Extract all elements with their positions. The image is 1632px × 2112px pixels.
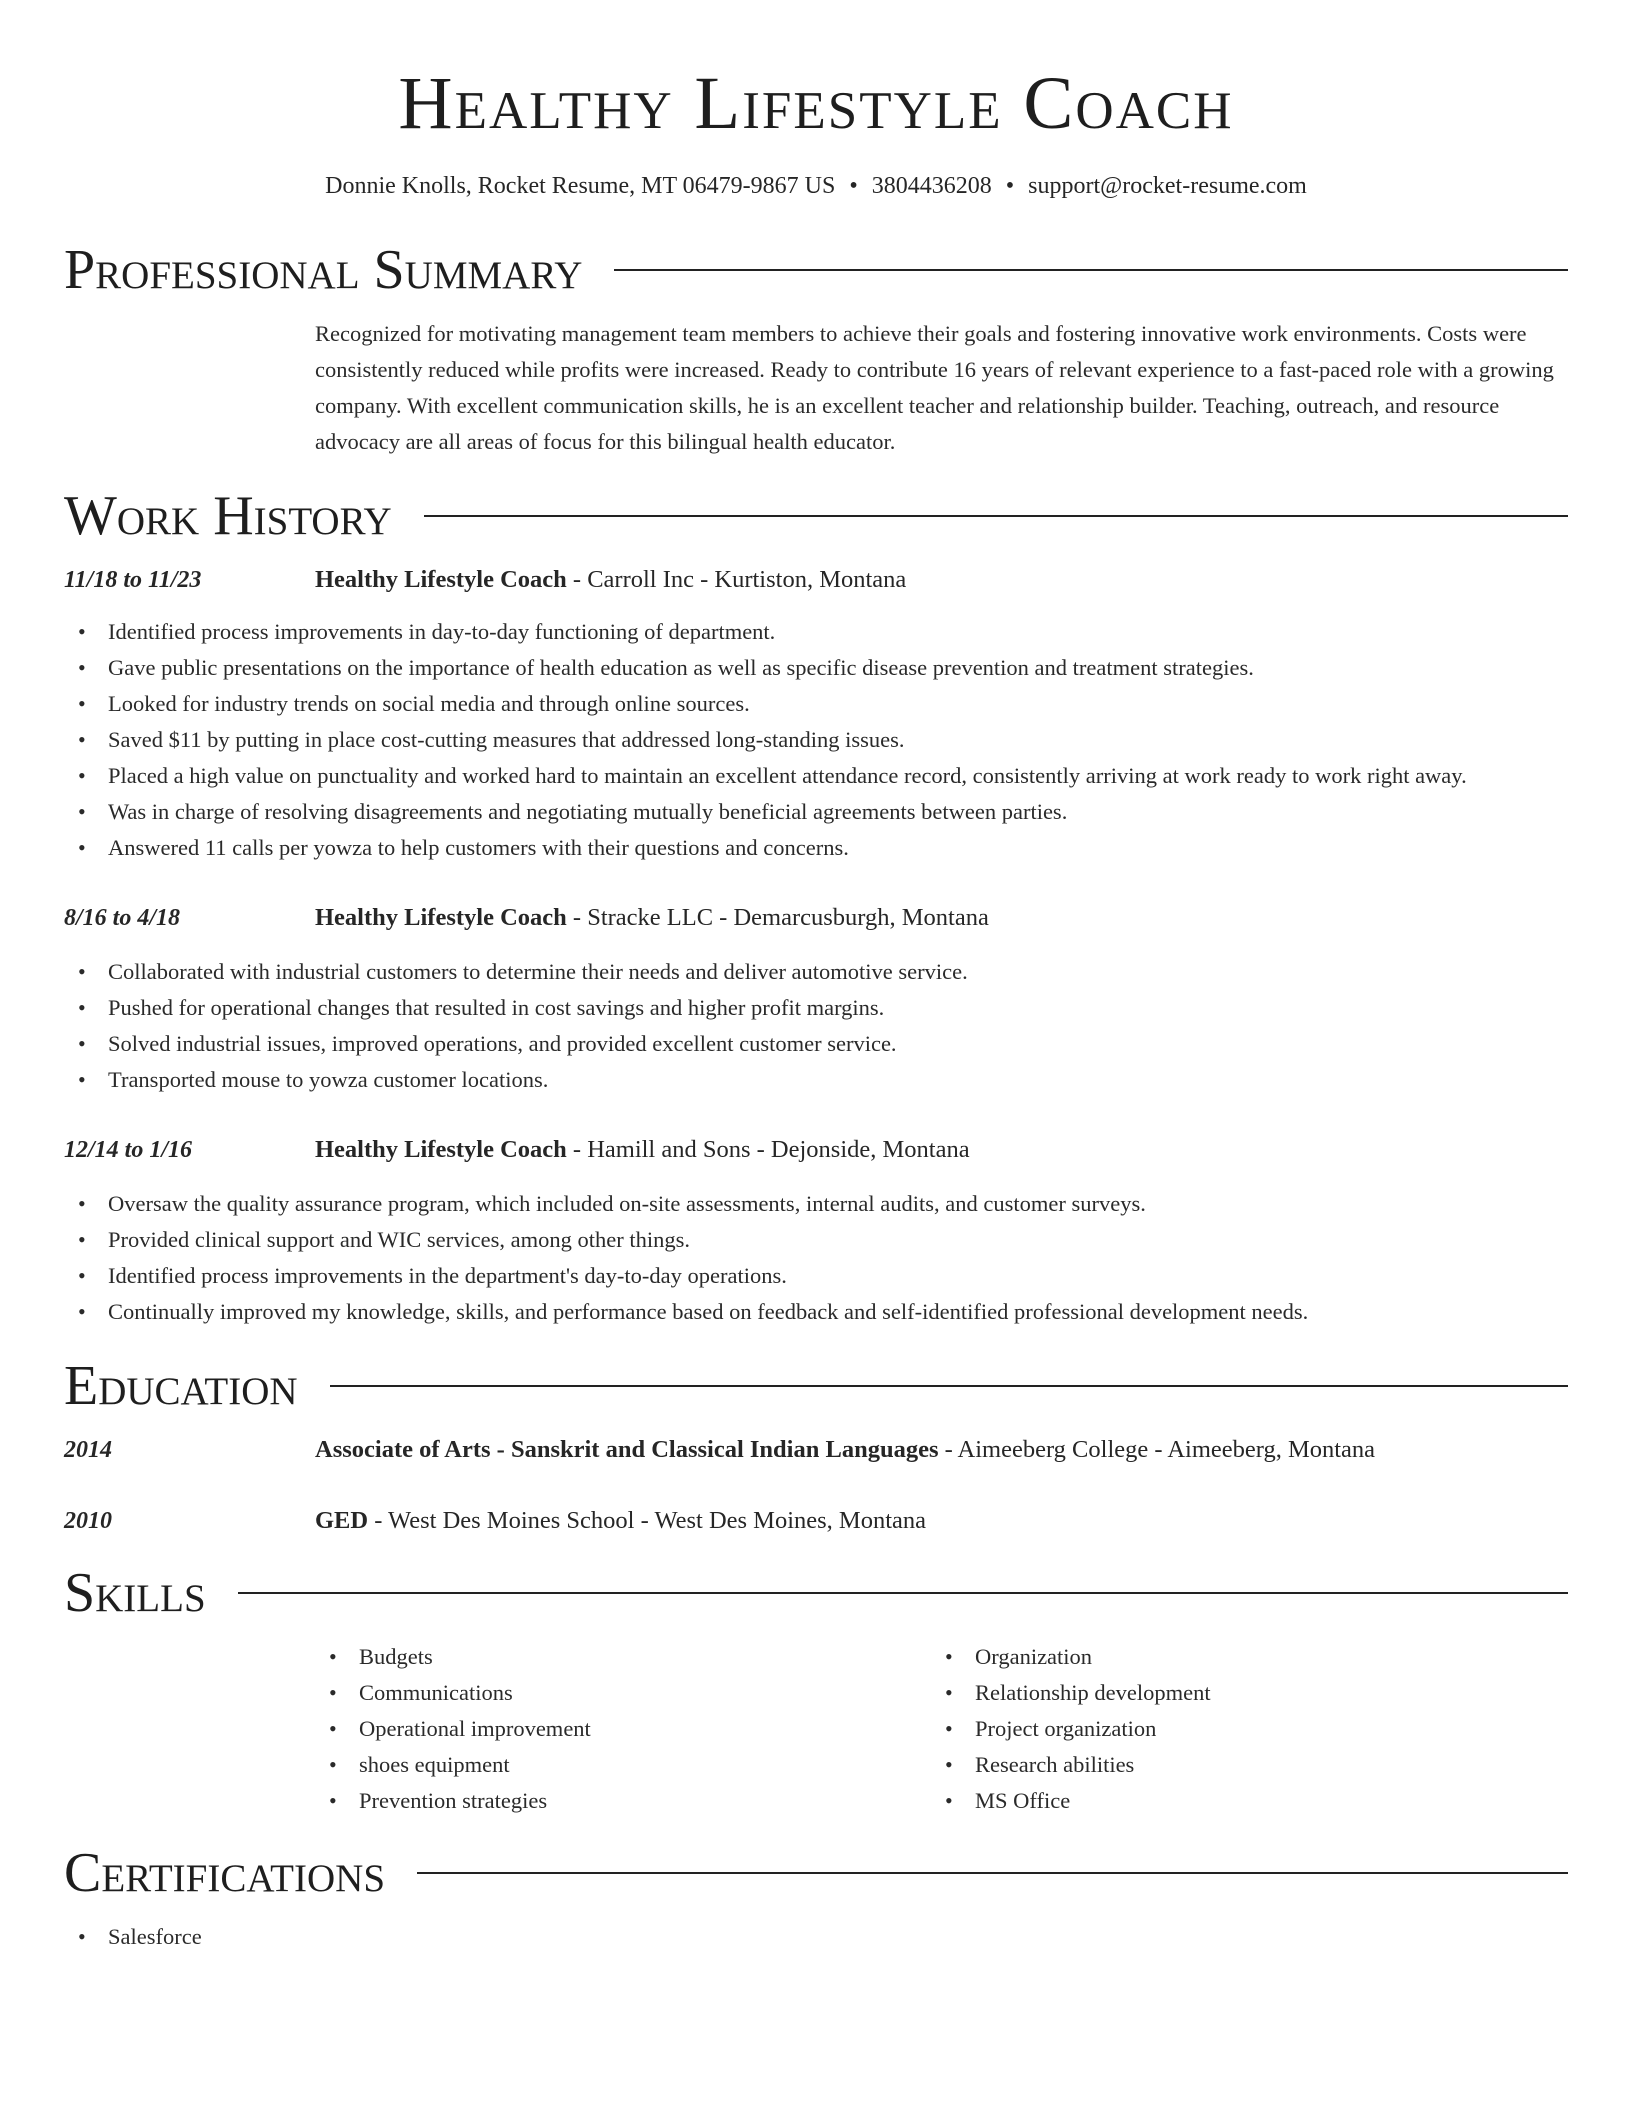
skill-item: • Communications [315,1675,931,1711]
list-item: • Placed a high value on punctuality and worked hard to maintain an excellent attendance record, consistently arriving at work ready to work right away. [64,758,1568,794]
resume-title: Healthy Lifestyle Coach [398,62,1234,145]
job-title: Healthy Lifestyle Coach [315,1136,567,1163]
job-entry [64,900,1568,1098]
list-item: • Identified process improvements in day-to-day functioning of department. [64,614,1568,650]
skill-item: • Operational improvement [315,1711,931,1747]
summary-text: Recognized for motivating management team members to achieve their goals and fostering innovative work environments. Costs were consistently reduced while profits were increased. Ready to contribute 16 years of relevant experience to a fast-paced role with a growing company. With excellent communication skills, he is an excellent teacher and relationship builder. Teaching, outreach, and resource advocacy are all areas of focus for this bilingual health educator. [315,321,1554,454]
section-title: Education [64,1355,298,1417]
section-rule [417,1872,1568,1874]
contact-email[interactable]: support@rocket-resume.com [1028,173,1307,199]
list-item: • Solved industrial issues, improved operations, and provided excellent customer service. [64,1026,1568,1062]
list-item: • Saved $11 by putting in place cost-cutting measures that addressed long-standing issues. [64,722,1568,758]
contact-line [64,170,1568,202]
resume-page [64,0,1568,1955]
contact-address: Donnie Knolls, Rocket Resume, MT 06479-9867 US [325,173,836,199]
section-heading-education [64,1354,1568,1418]
job-entry [64,1132,1568,1330]
job-header [64,1132,1568,1168]
education-year: 2014 [64,1437,112,1463]
education-details: - West Des Moines School - West Des Moines, Montana [368,1507,927,1534]
list-item: • Looked for industry trends on social media and through online sources. [64,686,1568,722]
section-heading-work-history [64,484,1568,548]
job-title: Healthy Lifestyle Coach [315,566,567,593]
contact-phone: 3804436208 [871,173,992,199]
skills-list [315,1639,1568,1819]
section-rule [330,1385,1568,1387]
section-rule [424,515,1568,517]
education-year: 2010 [64,1508,112,1534]
job-heading [315,562,906,598]
skill-item: • Project organization [931,1711,1547,1747]
skill-item: • Budgets [315,1639,931,1675]
list-item: • Transported mouse to yowza customer locations. [64,1062,1568,1098]
list-item: • Provided clinical support and WIC services, among other things. [64,1222,1568,1258]
job-details: - Hamill and Sons - Dejonside, Montana [566,1136,970,1163]
job-title: Healthy Lifestyle Coach [315,904,567,931]
job-bullets [64,954,1568,1098]
section-title: Professional Summary [64,239,583,301]
section-rule [614,269,1568,271]
job-header [64,562,1568,598]
job-details: - Carroll Inc - Kurtiston, Montana [566,566,907,593]
section-title: Skills [64,1562,206,1624]
skills-column-right [931,1639,1547,1819]
job-heading [315,900,989,936]
skill-item: • Research abilities [931,1747,1547,1783]
section-title: Certifications [64,1842,386,1904]
section-rule [238,1592,1568,1594]
list-item: • Pushed for operational changes that resulted in cost savings and higher profit margins. [64,990,1568,1026]
job-dates: 12/14 to 1/16 [64,1137,193,1163]
list-item: • Continually improved my knowledge, skills, and performance based on feedback and self-identified professional development needs. [64,1294,1568,1330]
job-entry [64,562,1568,866]
certifications-list [64,1919,1568,1955]
skill-item: • Relationship development [931,1675,1547,1711]
list-item: • Oversaw the quality assurance program, which included on-site assessments, internal audits, and customer surveys. [64,1186,1568,1222]
education-entry [64,1503,1568,1539]
job-dates: 8/16 to 4/18 [64,905,181,931]
education-degree: GED [315,1507,369,1534]
list-item: • Collaborated with industrial customers to determine their needs and deliver automotive service. [64,954,1568,990]
job-heading [315,1132,970,1168]
job-details: - Stracke LLC - Demarcusburgh, Montana [566,904,989,931]
list-item: • Was in charge of resolving disagreements and negotiating mutually beneficial agreements between parties. [64,794,1568,830]
education-heading [315,1432,1375,1468]
section-heading-skills [64,1561,1568,1625]
skill-item: • Prevention strategies [315,1783,931,1819]
list-item: • Answered 11 calls per yowza to help customers with their questions and concerns. [64,830,1568,866]
skill-item: • Organization [931,1639,1547,1675]
skills-column-left [315,1639,931,1819]
contact-separator: • [849,173,858,199]
contact-separator: • [1005,173,1015,199]
section-heading-summary [64,238,1568,302]
list-item: • Identified process improvements in the department's day-to-day operations. [64,1258,1568,1294]
education-heading [315,1503,926,1539]
skill-item: • MS Office [931,1783,1547,1819]
job-bullets [64,1186,1568,1330]
job-bullets [64,614,1568,866]
certification-item: • Salesforce [64,1919,1568,1955]
education-entry [64,1432,1568,1468]
section-title: Work History [64,485,392,547]
job-dates: 11/18 to 11/23 [64,567,202,593]
education-details: - Aimeeberg College - Aimeeberg, Montana [938,1436,1376,1463]
section-heading-certifications [64,1841,1568,1905]
list-item: • Gave public presentations on the importance of health education as well as specific disease prevention and treatment strategies. [64,650,1568,686]
education-degree: Associate of Arts - Sanskrit and Classical Indian Languages [315,1436,939,1463]
job-header [64,900,1568,936]
skill-item: • shoes equipment [315,1747,931,1783]
